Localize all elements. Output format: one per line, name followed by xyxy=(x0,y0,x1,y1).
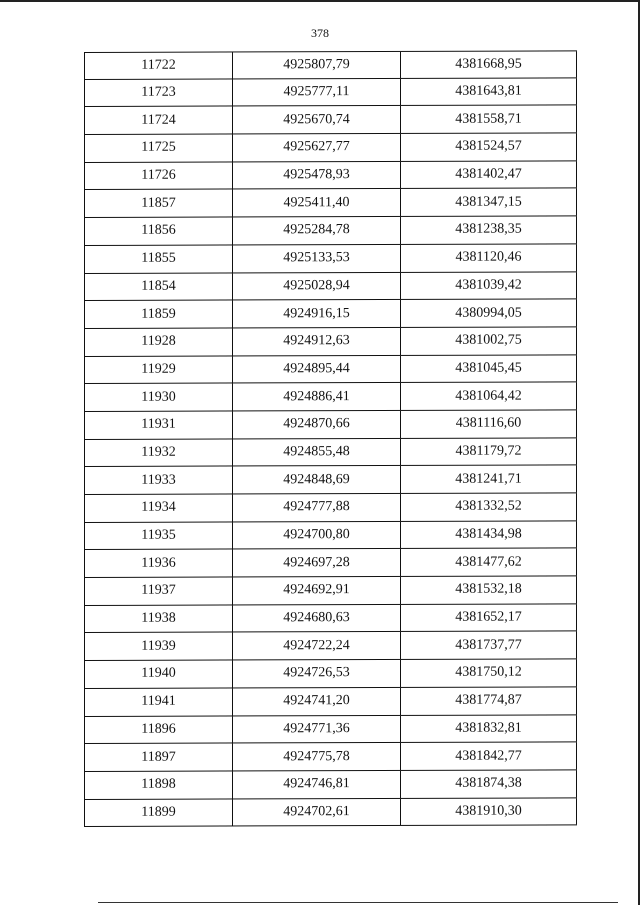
point-number-cell: 11726 xyxy=(85,162,233,189)
point-number-cell: 11722 xyxy=(85,53,233,79)
y-coordinate-cell: 4381347,15 xyxy=(401,189,577,216)
x-coordinate-cell: 4925807,79 xyxy=(233,52,401,78)
page-number: 378 xyxy=(311,26,329,40)
x-coordinate-cell: 4924680,63 xyxy=(233,605,401,632)
table-row xyxy=(85,78,577,107)
y-coordinate-cell: 4381842,77 xyxy=(401,743,577,770)
table-row xyxy=(85,410,577,439)
y-coordinate-cell: 4381643,81 xyxy=(401,78,577,105)
point-number-cell: 11931 xyxy=(85,411,233,438)
x-coordinate-cell: 4924775,78 xyxy=(233,743,401,770)
point-number-cell: 11857 xyxy=(85,190,233,217)
table-row xyxy=(85,466,577,495)
x-coordinate-cell: 4925627,77 xyxy=(233,134,401,161)
point-number-cell: 11930 xyxy=(85,384,233,411)
point-number-cell: 11939 xyxy=(85,633,233,660)
point-number-cell: 11933 xyxy=(85,467,233,494)
x-coordinate-cell: 4924895,44 xyxy=(233,356,401,383)
table-row xyxy=(85,327,577,356)
table-row xyxy=(85,743,577,772)
table-row xyxy=(85,355,577,384)
y-coordinate-cell: 4381524,57 xyxy=(401,133,577,160)
y-coordinate-cell: 4381116,60 xyxy=(401,410,577,437)
x-coordinate-cell: 4925133,53 xyxy=(233,245,401,272)
table-row xyxy=(85,438,577,467)
point-number-cell: 11724 xyxy=(85,107,233,134)
y-coordinate-cell: 4381750,12 xyxy=(401,659,577,686)
x-coordinate-cell: 4924886,41 xyxy=(233,383,401,410)
table-row xyxy=(85,604,577,633)
table-row xyxy=(85,133,577,162)
point-number-cell: 11854 xyxy=(85,273,233,300)
y-coordinate-cell: 4381045,45 xyxy=(401,355,577,382)
y-coordinate-cell: 4381910,30 xyxy=(401,798,577,825)
y-coordinate-cell: 4381558,71 xyxy=(401,106,577,133)
x-coordinate-cell: 4925777,11 xyxy=(233,79,401,106)
point-number-cell: 11725 xyxy=(85,135,233,162)
page-border-top xyxy=(0,0,640,2)
x-coordinate-cell: 4924726,53 xyxy=(233,660,401,687)
point-number-cell: 11899 xyxy=(85,799,233,826)
table-row xyxy=(85,272,577,301)
x-coordinate-cell: 4924722,24 xyxy=(233,632,401,659)
x-coordinate-cell: 4924702,61 xyxy=(233,799,401,826)
table-row xyxy=(85,576,577,605)
x-coordinate-cell: 4925284,78 xyxy=(233,217,401,244)
point-number-cell: 11932 xyxy=(85,439,233,466)
x-coordinate-cell: 4925028,94 xyxy=(233,272,401,299)
y-coordinate-cell: 4381532,18 xyxy=(401,576,577,603)
table-row xyxy=(85,216,577,245)
x-coordinate-cell: 4925670,74 xyxy=(233,106,401,133)
y-coordinate-cell: 4381434,98 xyxy=(401,521,577,548)
table-row xyxy=(85,50,577,79)
y-coordinate-cell: 4381179,72 xyxy=(401,438,577,465)
y-coordinate-cell: 4380994,05 xyxy=(401,300,577,327)
y-coordinate-cell: 4381039,42 xyxy=(401,272,577,299)
table-row xyxy=(85,106,577,135)
coordinates-table xyxy=(84,50,577,827)
table-row xyxy=(85,189,577,218)
y-coordinate-cell: 4381402,47 xyxy=(401,161,577,188)
y-coordinate-cell: 4381064,42 xyxy=(401,383,577,410)
x-coordinate-cell: 4925411,40 xyxy=(233,189,401,216)
y-coordinate-cell: 4381002,75 xyxy=(401,327,577,354)
y-coordinate-cell: 4381737,77 xyxy=(401,632,577,659)
point-number-cell: 11940 xyxy=(85,661,233,688)
point-number-cell: 11897 xyxy=(85,744,233,771)
x-coordinate-cell: 4924870,66 xyxy=(233,411,401,438)
x-coordinate-cell: 4924848,69 xyxy=(233,466,401,493)
table-row xyxy=(85,659,577,688)
page-bottom-line xyxy=(98,902,618,903)
table-row xyxy=(85,493,577,522)
point-number-cell: 11859 xyxy=(85,301,233,328)
x-coordinate-cell: 4924700,80 xyxy=(233,522,401,549)
y-coordinate-cell: 4381874,38 xyxy=(401,770,577,797)
y-coordinate-cell: 4381832,81 xyxy=(401,715,577,742)
x-coordinate-cell: 4924916,15 xyxy=(233,300,401,327)
point-number-cell: 11855 xyxy=(85,245,233,272)
y-coordinate-cell: 4381241,71 xyxy=(401,466,577,493)
x-coordinate-cell: 4924777,88 xyxy=(233,494,401,521)
x-coordinate-cell: 4924697,28 xyxy=(233,549,401,576)
table-row xyxy=(85,687,577,716)
point-number-cell: 11856 xyxy=(85,218,233,245)
y-coordinate-cell: 4381652,17 xyxy=(401,604,577,631)
x-coordinate-cell: 4924746,81 xyxy=(233,771,401,798)
table-row xyxy=(85,383,577,412)
point-number-cell: 11936 xyxy=(85,550,233,577)
y-coordinate-cell: 4381668,95 xyxy=(401,51,577,77)
x-coordinate-cell: 4924741,20 xyxy=(233,688,401,715)
table-row xyxy=(85,300,577,329)
y-coordinate-cell: 4381332,52 xyxy=(401,493,577,520)
point-number-cell: 11938 xyxy=(85,605,233,632)
y-coordinate-cell: 4381477,62 xyxy=(401,549,577,576)
x-coordinate-cell: 4924912,63 xyxy=(233,328,401,355)
table-row xyxy=(85,715,577,744)
point-number-cell: 11898 xyxy=(85,771,233,798)
y-coordinate-cell: 4381120,46 xyxy=(401,244,577,271)
table-row xyxy=(85,798,577,827)
table-row xyxy=(85,770,577,799)
x-coordinate-cell: 4925478,93 xyxy=(233,162,401,189)
table-row xyxy=(85,549,577,578)
point-number-cell: 11896 xyxy=(85,716,233,743)
point-number-cell: 11929 xyxy=(85,356,233,383)
point-number-cell: 11935 xyxy=(85,522,233,549)
x-coordinate-cell: 4924855,48 xyxy=(233,439,401,466)
table-row xyxy=(85,632,577,661)
point-number-cell: 11937 xyxy=(85,578,233,605)
point-number-cell: 11928 xyxy=(85,328,233,355)
x-coordinate-cell: 4924771,36 xyxy=(233,715,401,742)
y-coordinate-cell: 4381774,87 xyxy=(401,687,577,714)
table-row xyxy=(85,521,577,550)
point-number-cell: 11941 xyxy=(85,688,233,715)
table-row xyxy=(85,161,577,190)
y-coordinate-cell: 4381238,35 xyxy=(401,216,577,243)
point-number-cell: 11934 xyxy=(85,495,233,522)
x-coordinate-cell: 4924692,91 xyxy=(233,577,401,604)
table-row xyxy=(85,244,577,273)
point-number-cell: 11723 xyxy=(85,79,233,106)
